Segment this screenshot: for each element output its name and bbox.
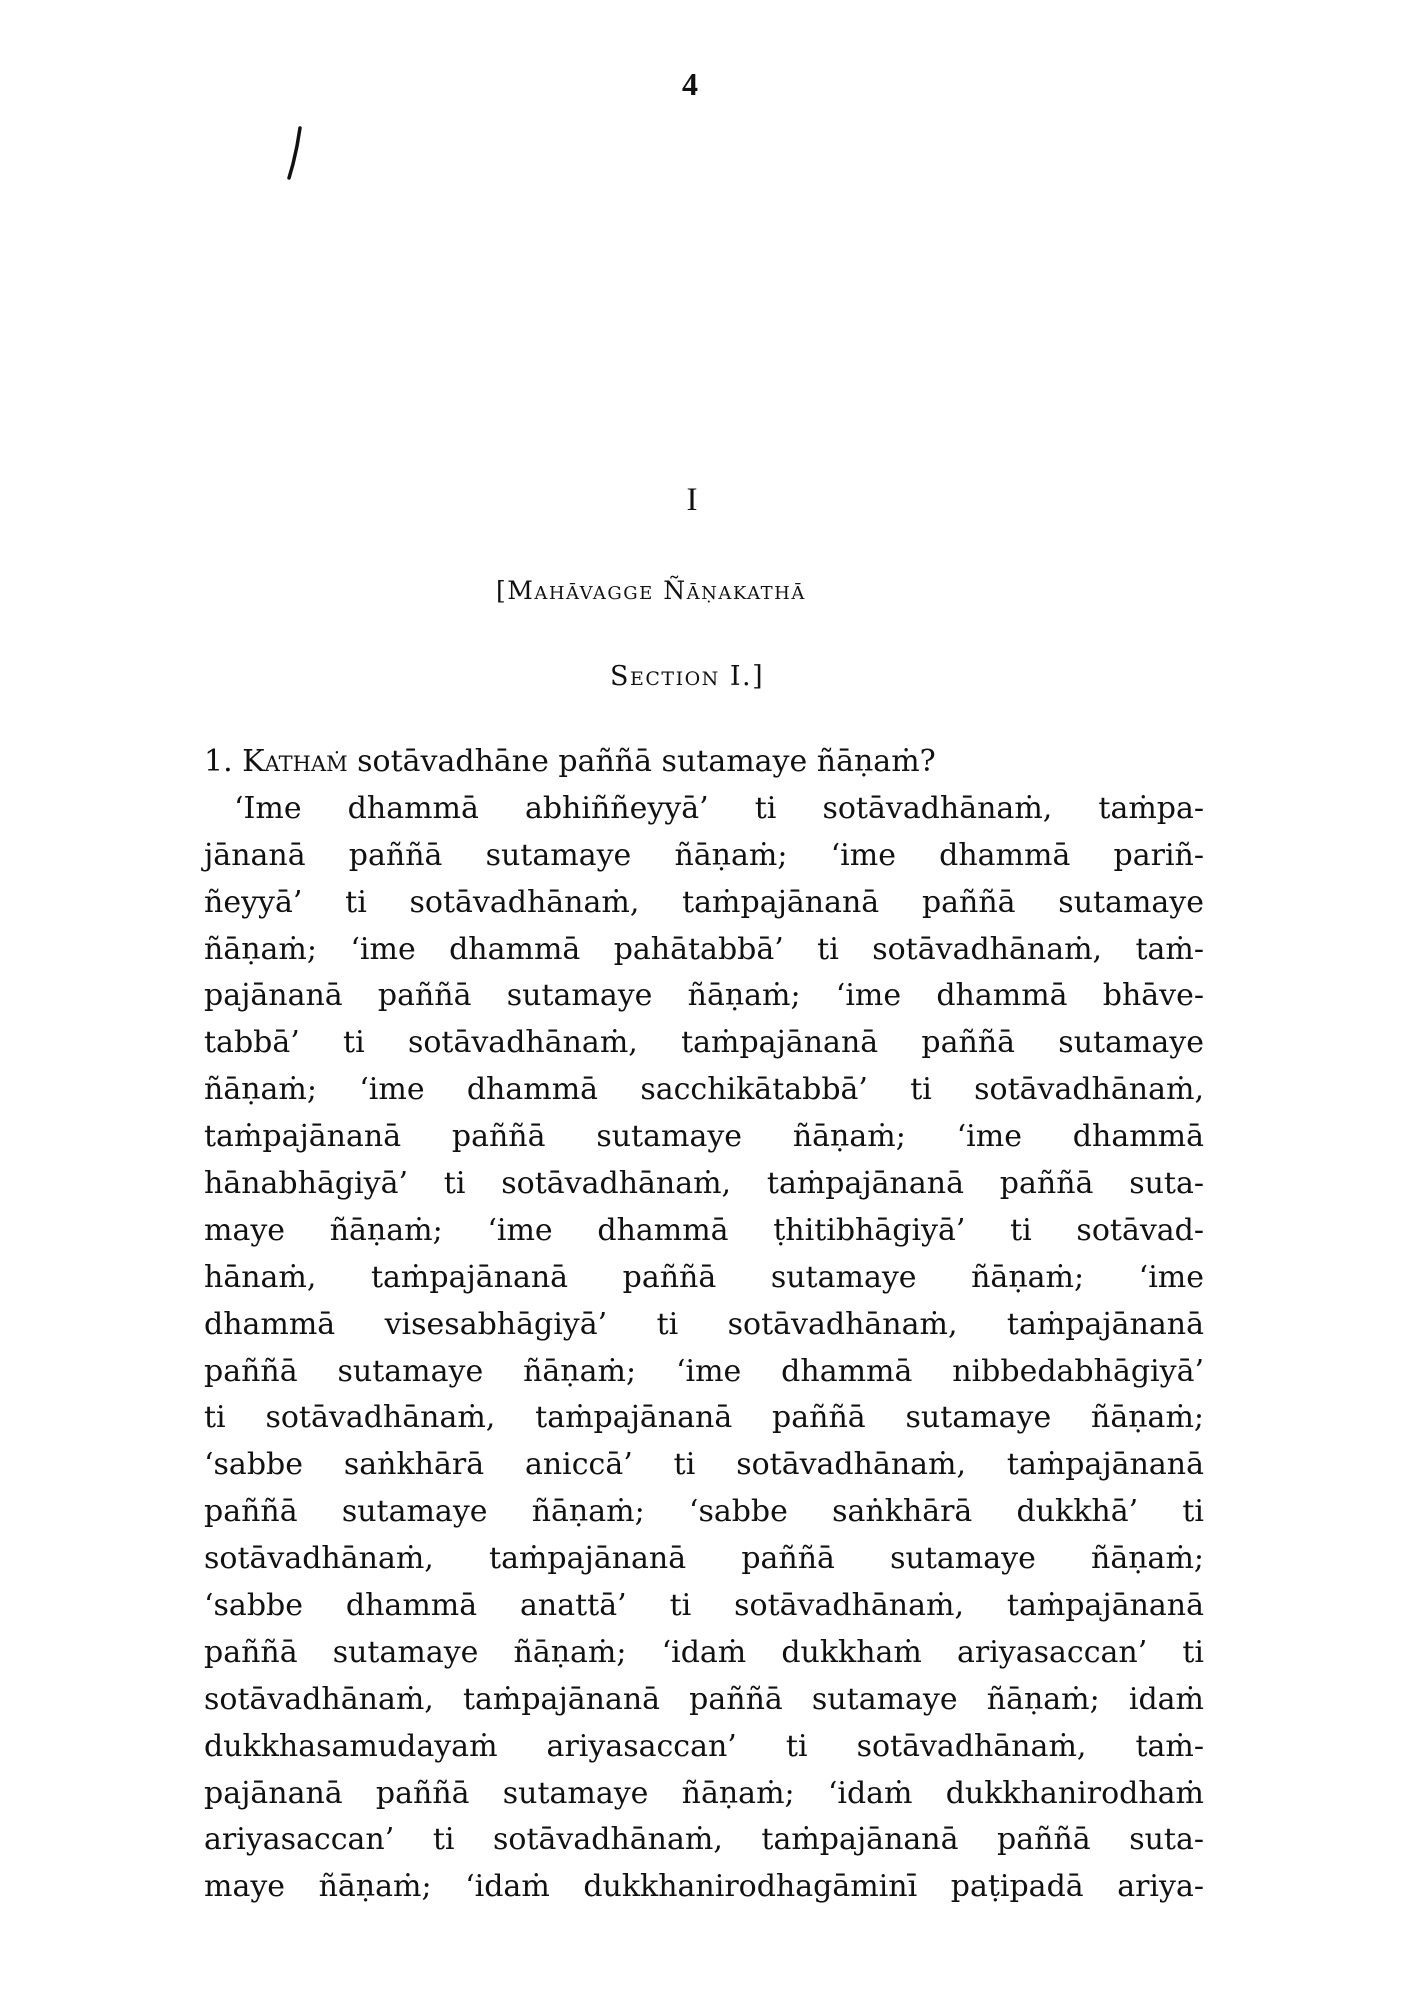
stray-ink-mark [286, 126, 306, 180]
text-line: hānaṁ, taṁpajānanā paññā sutamaye ñāṇaṁ; ‘ime [204, 1259, 1204, 1295]
text-line: sotāvadhānaṁ, taṁpajānanā paññā sutamaye ñāṇaṁ; [204, 1541, 1204, 1577]
section-subtitle: Section I.] [610, 661, 765, 692]
text-line: ñeyyā’ ti sotāvadhānaṁ, taṁpajānanā paññā sutamaye [204, 884, 1204, 920]
text-line: maye ñāṇaṁ; ‘idaṁ dukkhanirodhagāminī paṭipadā ariya- [204, 1869, 1204, 1905]
text-line: maye ñāṇaṁ; ‘ime dhammā ṭhitibhāgiyā’ ti sotāvad- [204, 1212, 1204, 1248]
text-line: sotāvadhānaṁ, taṁpajānanā paññā sutamaye ñāṇaṁ; idaṁ [204, 1681, 1204, 1717]
text-line: paññā sutamaye ñāṇaṁ; ‘ime dhammā nibbedabhāgiyā’ [204, 1353, 1204, 1389]
text-line: ti sotāvadhānaṁ, taṁpajānanā paññā sutamaye ñāṇaṁ; [204, 1400, 1204, 1436]
first-line [204, 739, 1204, 786]
text-line: ‘Ime dhammā abhiññeyyā’ ti sotāvadhānaṁ, taṁpa- [234, 790, 1204, 826]
text-line: ariyasaccan’ ti sotāvadhānaṁ, taṁpajānanā paññā suta- [204, 1822, 1204, 1858]
text-line: ñāṇaṁ; ‘ime dhammā pahātabbā’ ti sotāvadhānaṁ, taṁ- [204, 931, 1204, 967]
text-line: hānabhāgiyā’ ti sotāvadhānaṁ, taṁpajānanā paññā suta- [204, 1166, 1204, 1202]
text-line: tabbā’ ti sotāvadhānaṁ, taṁpajānanā paññā sutamaye [204, 1025, 1204, 1061]
text-line: ñāṇaṁ; ‘ime dhammā sacchikātabbā’ ti sotāvadhānaṁ, [204, 1072, 1204, 1108]
lead-word: Kathaṁ [242, 744, 348, 779]
text-line: pajānanā paññā sutamaye ñāṇaṁ; ‘ime dhammā bhāve- [204, 978, 1204, 1014]
text-line: ‘sabbe saṅkhārā aniccā’ ti sotāvadhānaṁ, taṁpajānanā [204, 1447, 1204, 1483]
chapter-numeral: I [686, 482, 698, 518]
page-number: 4 [682, 66, 698, 102]
text-line: paññā sutamaye ñāṇaṁ; ‘sabbe saṅkhārā dukkhā’ ti [204, 1494, 1204, 1530]
text-line: dukkhasamudayaṁ ariyasaccan’ ti sotāvadhānaṁ, taṁ- [204, 1728, 1204, 1764]
paragraph-number: 1. [204, 744, 233, 779]
text-line: ‘sabbe dhammā anattā’ ti sotāvadhānaṁ, taṁpajānanā [204, 1588, 1204, 1624]
first-line-text: sotāvadhāne paññā sutamaye ñāṇaṁ? [357, 744, 936, 779]
section-title: [Mahāvagge Ñāṇakathā [496, 576, 806, 605]
text-line: dhammā visesabhāgiyā’ ti sotāvadhānaṁ, taṁpajānanā [204, 1306, 1204, 1342]
text-line: taṁpajānanā paññā sutamaye ñāṇaṁ; ‘ime dhammā [204, 1119, 1204, 1155]
text-line: paññā sutamaye ñāṇaṁ; ‘idaṁ dukkhaṁ ariyasaccan’ ti [204, 1634, 1204, 1670]
text-line: pajānanā paññā sutamaye ñāṇaṁ; ‘idaṁ dukkhanirodhaṁ [204, 1775, 1204, 1811]
body-text [204, 739, 1204, 1911]
text-line: jānanā paññā sutamaye ñāṇaṁ; ‘ime dhammā pariñ- [204, 837, 1204, 873]
